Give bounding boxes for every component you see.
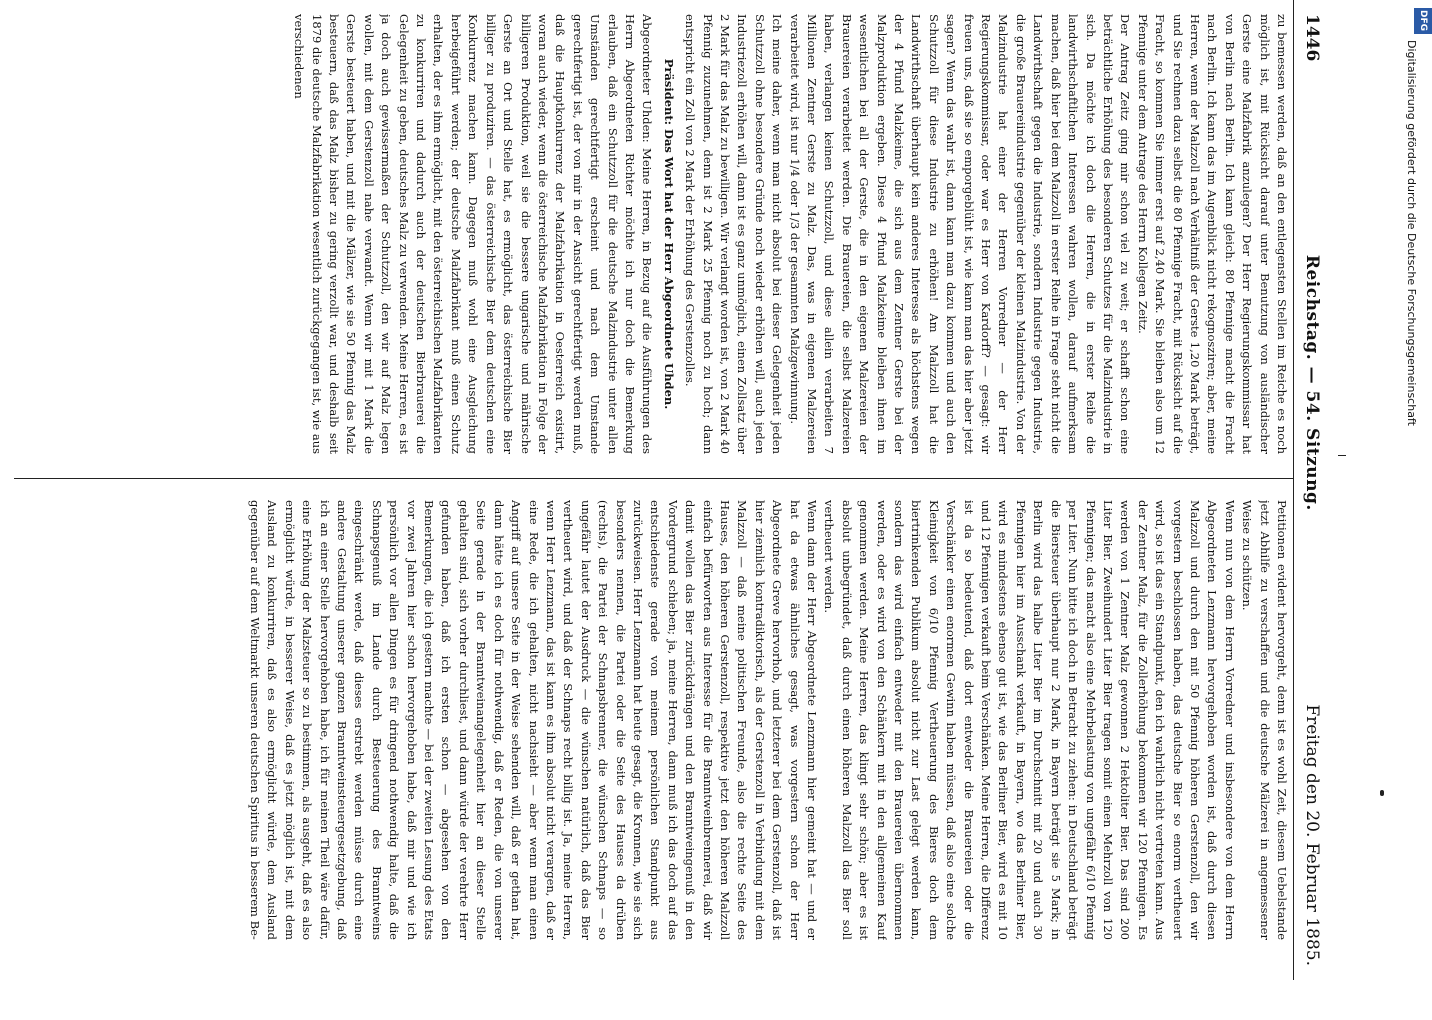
right-paragraph: Wenn nun von dem Herrn Vorredner und insbesondere von dem Herrn Abgeordneten Lenzmann hervorgehoben worden ist, daß durch diesen Malzzoll und durch den mit 50 Pfennig höheren Gerstenzoll, den wir vorgestern beschlossen haben, das deutsche Bier so enorm vertheuert wird, so ist das ein Standpunkt, den ich wahrlich nicht vertreten kann. Aus der Zentner Malz, für die Zollerhöhung bekommen wir 120 Pfennigen. Es werden von 1 Zentner Malz gewonnen 2 Hektoliter Bier. Das sind 200 Liter Bier. Zweihundert Liter Bier tragen somit einen Mehrzoll von 120 Pfennigen; das macht also eine Mehrbelastung von ungefähr 6/10 Pfennig per Liter. Nun bitte ich doch in Betracht zu ziehen: in Deutschland beträgt die Biersteuer überhaupt nur 2 Mark, in Bayern beträgt sie 5 Mark; in Berlin wird das halbe Liter Bier im Durchschnitt mit 20 und auch 30 Pfennigen hier im Ausschank verkauft, in Bayern, wo das Berliner Bier, wird es mindestens ebenso gut ist, wie das Berliner Bier, wird es mit 10 und 12 Pfennigen verkauft beim Verschänken. Meine Herren, die Differenz ist da so bedeutend, daß dort entweder die Brauereien oder die Verschänker einen enormen Gewinn haben müssen, daß also eine solche Kleinigkeit von 6/10 Pfennig Vertheuerung des Bieres doch dem biertrinkenden Publikum absolut nicht zur Last gelegt werden kann, sondern das wird einfach entweder mit den Brauereien übernommen werden, oder es wird von den Schänkern mit in den allgemeinen Kauf genommen werden. Meine Herren, das klingt sehr schön; aber es ist absolut unbegründet, daß durch einen höheren Malzzoll das Bier soll vertheuert werden. [822, 500, 1237, 940]
left-paragraph: Der Antrag Zeitz ging mir schon viel zu weit; er schafft schon eine beträchtliche Erhöhung des besonderen Schutzes für die Malzindustrie in sich. Da möchte ich doch die Herren, die in erster Reihe die landwirthschaftlichen Interessen wahren wollen, darauf aufmerksam machen, daß hier bei dem Malzzoll in erster Reihe in Frage steht nicht die Landwirthschaft gegen die Industrie, sondern Industrie gegen Industrie, die große Brauereiindustrie gegenüber der kleinen Malzindustrie. Von der Malzindustrie hat einer der Herren Vorredner — der Herr Regierungskommissar, oder war es Herr von Kardorff? — gesagt: wir freuen uns, daß sie so emporgeblüht ist, wie kann man das hier aber jetzt sagen? Wenn das wahr ist, dann kann man dazu kommen und auch den Schutzzoll für diese Industrie zu erhöhen! Am Malzzoll hat die Landwirthschaft überhaupt kein anderes Interesse als höchstens wegen der 4 Pfund Malzkeime, die sich aus dem Zentner Gerste bei der Malzproduktion ergeben. Diese 4 Pfund Malzkeime bleiben ihnen im wesentlichen bei all der Gerste, die in den eigenen Malzereien der Brauereien verarbeitet werden. Die Brauereien, die selbst Malzereien haben, verlangen keinen Schutzzoll, und diese allein verarbeiten 7 Millionen Zentner Gerste zu Malz. Das, was in eigenen Malzereien verarbeitet wird, ist nur 1/4 oder 1/3 der gesammten Malzgewinnung. [787, 14, 1133, 454]
column-divider [14, 478, 1294, 479]
left-paragraph: Abgeordneter Uhden: Meine Herren, in Bezug auf die Ausführungen des Herrn Abgeordneten Richter möchte ich nur doch die Bemerkung erlauben, daß ein Schutzzoll für die deutsche Malzindustrie unter allen Umständen gerechtfertigt erscheint und nach dem Umstande gerechtfertigt ist, der von mir in der Ansicht gerechtfertigt werden muß, daß die Hauptkonkurrenz der Malzfabrikation in Oesterreich existirt, woran auch wieder, wenn die österreichische Malzfabrikation in Folge der billigeren Produktion, weil sie die bessere ungarische und mährische Gerste an Ort und Stelle hat, es ermöglicht, das österreichische Bier billiger zu produziren. — das österreichische Bier dem deutschen eine Konkurrenz machen kann. Dagegen muß wohl eine Ausgleichung herbeigeführt werden; der deutsche Malzfabrikant muß einen Schutz erhalten, der es ihm ermöglicht, mit den österreichischen Malzfabrikanten zu konkurriren und dadurch auch der deutschen Bierbrauerei die Gelegenheit zu geben, deutsches Malz zu verwenden. Meine Herren, es ist ja doch auch gewissermaßen der Schutzzoll, den wir auf Malz legen wollen, mit dem Gerstenzoll nahe verwandt. Wenn wir mit 1 Mark die Gerste besteuert haben, und mit die Mälzer, wie sie 50 Pfennig das Malz besteuern, daß das Malz bisher zu gering verzollt war, und deshalb seit 1879 die deutsche Malzfabrikation wesentlich zurückgegangen ist, wie aus verschiedenen [292, 14, 655, 454]
left-paragraph: zu bemessen werden, daß an den entlegensten Stellen im Reiche es noch möglich ist, mit Rücksicht darauf unter Benutzung von ausländischer Gerste eine Malzfabrik anzulegen? Der Herr Regierungskommissar hat von Berlin nach Berlin. Ich kann gleich: 80 Pfennige macht die Fracht nach Berlin. Ich kann das im Augenblick nicht rekognosziren; aber, meine Herren, wenn der Malzzoll nach Verhältniß der Gerste 1,20 Mark beträgt, und Sie rechnen dazu selbst die 80 Pfennige Fracht, mit Rücksicht auf die Fracht, so kommen Sie immer erst auf 2,40 Mark. Sie bleiben also um 12 Pfennige unter dem Antrage des Herrn Kollegen Zeitz. [1135, 14, 1289, 454]
header-rule [1293, 0, 1294, 980]
right-paragraph: Petitionen evident hervorgeht, denn ist es wohl Zeit, diesem Uebelstande jetzt Abhilfe zu verschaffen und die deutsche Mälzerei in angemessener Weise zu schützen. [1240, 500, 1289, 940]
right-column [246, 500, 1290, 940]
margin-arrow [1338, 455, 1346, 456]
header-date: Freitag den 20. Februar 1885. [1302, 704, 1322, 966]
dfg-logo: DFG [1414, 8, 1432, 34]
ink-mark [1380, 790, 1384, 796]
right-paragraph: Wenn dann der Herr Abgeordnete Lenzmann hier gemeint hat — und er hat da etwas ähnliches gesagt, was vorgestern schon der Herr Abgeordnete Greve hervorhob, und letzterer bei dem Gerstenzoll, daß ist hier ziemlich kontradiktorisch, als der Gerstenzoll in Verbindung mit dem Malzzoll — daß meine politischen Freunde, also die rechte Seite des Hauses, den höheren Gerstenzoll, respektive jetzt den höheren Malzzoll einfach befürworten aus Interesse für die Branntweinbrennerei, daß wir damit wollen das Bier zurückdrängen und den Branntweingenuß in den Vordergrund schieben; ja, meine Herren, dann muß ich das doch auf das entschiedenste gerade von meinem persönlichen Standpunkt aus zurückweisen. Herr Lenzmann hat heute gesagt, die Kronnen, wie sie sich besonders nennen, die Partei oder die Seite des Hauses da drüben (rechts), die Partei der Schnapsbrenner, die wünschen Schnaps — so ungefähr lautet der Ausdruck — die wünschen natürlich, daß das Bier vertheuert wird, und daß der Schnaps recht billig ist. Ja, meine Herren, wenn Herr Lenzmann, das ist kann es ihm absolut nicht verargen, daß er eine Rede, die ich gehalten, nicht nachsieht — aber wenn man einen Angriff auf unsere Seite in der Weise sehenden will, daß er gethan hat, dann hätte ich es doch für nothwendig, daß er Reden, die von unserer Seite gerade in der Branntweinangelegenheit hier an dieser Stelle gehalten sind, sich vorher durchliest, und dann würde der verehrte Herr gefunden haben, daß ich ersten schon — abgesehen von den Bemerkungen, die ich gestern machte — bei der zweiten Lesung des Etats vor zwei Jahren hier schon hervorgehoben habe, daß mir und wie ich persönlich vor allen Dingen es für dringend nothwendig halte, daß die Schnapsgenuß im Lande durch Besteuerung des Branntweins eingeschränkt werde, daß dieses erstrebt werden müsse durch eine andere Gestaltung unserer ganzen Branntweinsteuergesetzgebung, daß ich an einer Stelle hervorgehoben habe, ich für meinen Theil wäre dafür, eine Erhöhung der Malzsteuer so zu bestimmen, als ausgeht, daß es also ermöglicht würde, in besserer Weise, daß es jetzt möglich ist, mit dem Ausland zu konkurriren, daß es also ermöglicht würde, dem Ausland gegenüber auf dem Weltmarkt unseren deutschen Spiritus in besserem Be- [248, 500, 820, 940]
left-paragraph: Ich meine daher, wenn man nicht absolut bei dieser Gelegenheit jeden Schutzzoll ohne besondere Gründe noch wieder erhöhen will, auch jeden Industriezoll erhöhen will, dann ist es ganz unmöglich, einen Zollsatz über 2 Mark für das Malz zu bewilligen. Wir verlangt worden ist, von 2 Mark 40 Pfennig zuzunehmen, denn ist 2 Mark 25 Pfennig noch zu hoch; dann entspricht ein Zoll von 2 Mark der Erhöhung des Gerstenzolles. [683, 14, 785, 454]
president-line: Präsident: Das Wort hat der Herr Abgeordnete Uhden. [661, 58, 676, 410]
page-number: 1446 [1302, 14, 1322, 62]
page-header [1294, 0, 1330, 980]
digitization-credit: Digitalisierung gefördert durch die Deutsche Forschungsgemeinschaft [1405, 40, 1418, 426]
left-column [290, 14, 1290, 454]
header-title: Reichstag. — 54. Sitzung. [1302, 254, 1322, 511]
digitization-sidebar [1392, 0, 1432, 1000]
